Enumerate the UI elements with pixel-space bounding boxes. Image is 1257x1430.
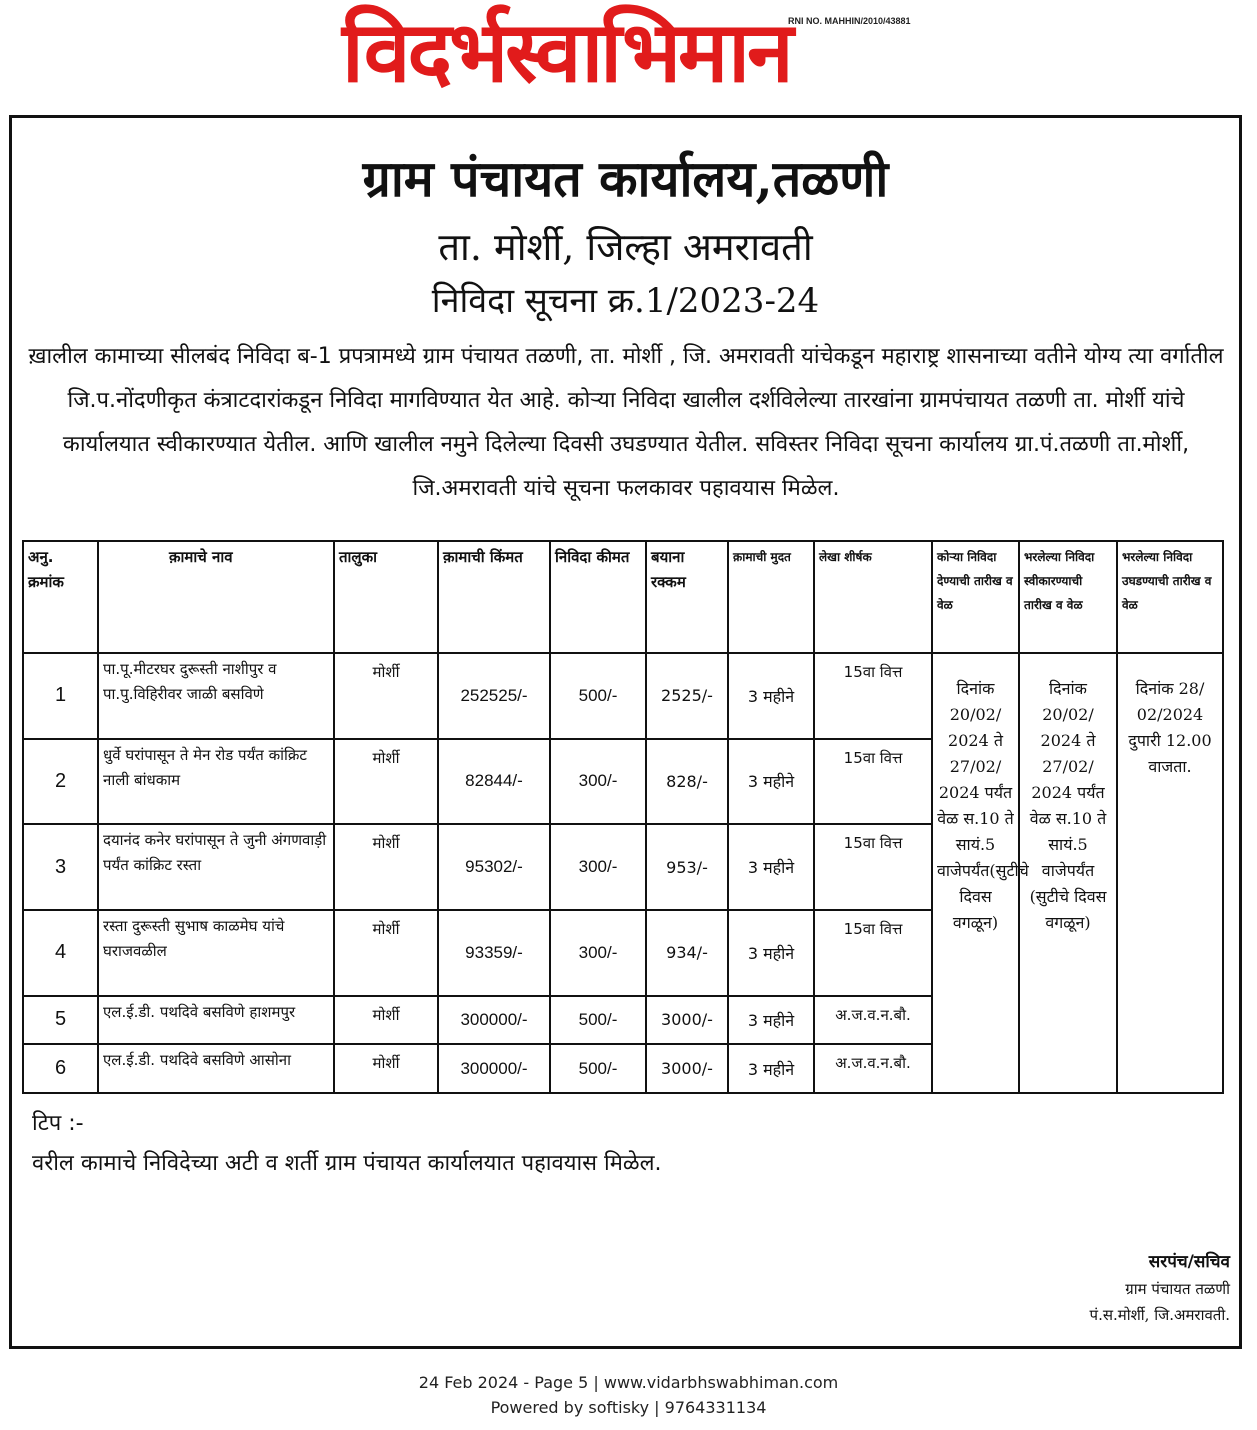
row-taluka: मोर्शी [334,1044,438,1093]
tender-table-wrap [22,540,1227,1098]
row-fee: 500/- [550,653,646,739]
row-fee: 500/- [550,996,646,1045]
row-taluka: मोर्शी [334,824,438,910]
row-sn: 1 [23,653,98,739]
masthead [0,0,1257,112]
tender-notice [9,115,1242,1349]
notice-title: ग्राम पंचायत कार्यालय,तळणी [362,149,889,208]
accept-date-cell: दिनांक 20/02/ 2024 ते 27/02/ 2024 पर्यंत वेळ स.10 ते सायं.5 वाजेपर्यंत (सुटीचे दिवस वगळून) [1019,653,1117,1093]
row-work-name: रस्ता दुरूस्ती सुभाष काळमेघ यांचे घराजवळील [98,910,334,996]
row-deposit: 3000/- [646,1044,728,1093]
row-fee: 300/- [550,824,646,910]
header-sn: अनु. क्रमांक [23,541,98,653]
signature-block [1090,1248,1230,1328]
table-row [23,653,1223,739]
row-fee: 300/- [550,910,646,996]
row-work-name: दयानंद कनेर घरांपासून ते जुनी अंगणवाड़ी पर्यंत कांक्रिट रस्ता [98,824,334,910]
row-duration: 3 महीने [728,910,814,996]
notice-subtitle: ता. मोर्शी, जिल्हा अमरावती [438,225,813,269]
newspaper-logo: विदर्भस्वाभिमान [342,3,791,101]
header-fee: निविदा कीमत [550,541,646,653]
row-head: अ.ज.व.न.बौ. [814,1044,932,1093]
row-deposit: 2525/- [646,653,728,739]
row-head: अ.ज.व.न.बौ. [814,996,932,1045]
row-fee: 500/- [550,1044,646,1093]
row-work-name: धुर्वे घरांपासून ते मेन रोड पर्यंत कांक्रिट नाली बांधकाम [98,739,334,825]
row-sn: 3 [23,824,98,910]
row-duration: 3 महीने [728,824,814,910]
row-cost: 252525/- [438,653,550,739]
row-taluka: मोर्शी [334,739,438,825]
header-name: क़ामाचे नाव [98,541,334,653]
tip-label: टिप :- [32,1111,84,1136]
row-head: 15वा वित्त [814,824,932,910]
tip-text: वरील कामाचे निविदेच्या अटी व शर्ती ग्राम पंचायत कार्यालयात पहावयास मिळेल. [32,1151,662,1176]
signature-title: सरपंच/सचिव [1148,1252,1230,1272]
row-duration: 3 महीने [728,996,814,1045]
header-head: लेखा शीर्षक [814,541,932,653]
row-head: 15वा वित्त [814,653,932,739]
row-sn: 5 [23,996,98,1045]
row-work-name: एल.ई.डी. पथदिवे बसविणे आसोना [98,1044,334,1093]
open-date-cell: दिनांक 28/ 02/2024 दुपारी 12.00 वाजता. [1117,653,1223,1093]
row-cost: 93359/- [438,910,550,996]
table-header-row [23,541,1223,653]
header-deposit: बयाना रक्कम [646,541,728,653]
rni-number: RNI NO. MAHHIN/2010/43881 [788,16,911,26]
page-footer [0,1370,1257,1420]
row-work-name: एल.ई.डी. पथदिवे बसविणे हाशमपुर [98,996,334,1045]
header-duration: क़ामाची मुदत [728,541,814,653]
row-fee: 300/- [550,739,646,825]
row-taluka: मोर्शी [334,910,438,996]
header-open-date: भरलेल्या निविदा उघडण्याची तारीख व वेळ [1117,541,1223,653]
signature-line2: पं.स.मोर्शी, जि.अमरावती. [1089,1306,1230,1324]
header-blank-date: कोऱ्या निविदा देण्याची तारीख व वेळ [932,541,1019,653]
footer-powered-by: Powered by softisky | 9764331134 [490,1398,767,1417]
blank-date-cell: दिनांक 20/02/ 2024 ते 27/02/ 2024 पर्यंत वेळ स.10 ते सायं.5 वाजेपर्यंत(सुटीचे दिवस वगळून) [932,653,1019,1093]
header-cost: क़ामाची किंमत [438,541,550,653]
notice-paragraph: ख़ालील कामाच्या सीलबंद निविदा ब-1 प्रपत्रामध्ये ग्राम पंचायत तळणी, ता. मोर्शी , जि. अमरावती यांचेकडून महाराष्ट्र शासनाच्या वतीने योग्य त्या वर्गातील जि.प.नोंदणीकृत कंत्राटदारांकडून निविदा मागविण्यात येत आहे. कोऱ्या निविदा खालील दर्शविलेल्या तारखांना ग्रामपंचायत तळणी ता. मोर्शी यांचे कार्यालयात स्वीकारण्यात येतील. आणि खालील नमुने दिलेल्या दिवसी उघडण्यात येतील. सविस्तर निविदा सूचना कार्यालय ग्रा.पं.तळणी ता.मोर्शी, जि.अमरावती यांचे सूचना फलकावर पहावयास मिळेल. [28,344,1224,501]
row-work-name: पा.पू.मीटरघर दुरूस्ती नाशीपुर व पा.पु.विहिरीवर जाळी बसविणे [98,653,334,739]
row-head: 15वा वित्त [814,739,932,825]
signature-line1: ग्राम पंचायत तळणी [1125,1280,1230,1298]
footer-date-site: 24 Feb 2024 - Page 5 | www.vidarbhswabhiman.com [418,1373,839,1392]
row-duration: 3 महीने [728,653,814,739]
row-head: 15वा वित्त [814,910,932,996]
row-deposit: 828/- [646,739,728,825]
row-taluka: मोर्शी [334,996,438,1045]
row-deposit: 3000/- [646,996,728,1045]
row-duration: 3 महीने [728,739,814,825]
notice-number: निविदा सूचना क्र.1/2023-24 [431,281,820,321]
row-cost: 82844/- [438,739,550,825]
row-cost: 300000/- [438,996,550,1045]
row-deposit: 934/- [646,910,728,996]
row-sn: 2 [23,739,98,825]
row-cost: 95302/- [438,824,550,910]
tender-table [22,540,1224,1094]
row-taluka: मोर्शी [334,653,438,739]
header-taluka: तालुका [334,541,438,653]
row-deposit: 953/- [646,824,728,910]
row-cost: 300000/- [438,1044,550,1093]
row-duration: 3 महीने [728,1044,814,1093]
row-sn: 6 [23,1044,98,1093]
row-sn: 4 [23,910,98,996]
header-accept-date: भरलेल्या निविदा स्वीकारण्याची तारीख व वेळ [1019,541,1117,653]
